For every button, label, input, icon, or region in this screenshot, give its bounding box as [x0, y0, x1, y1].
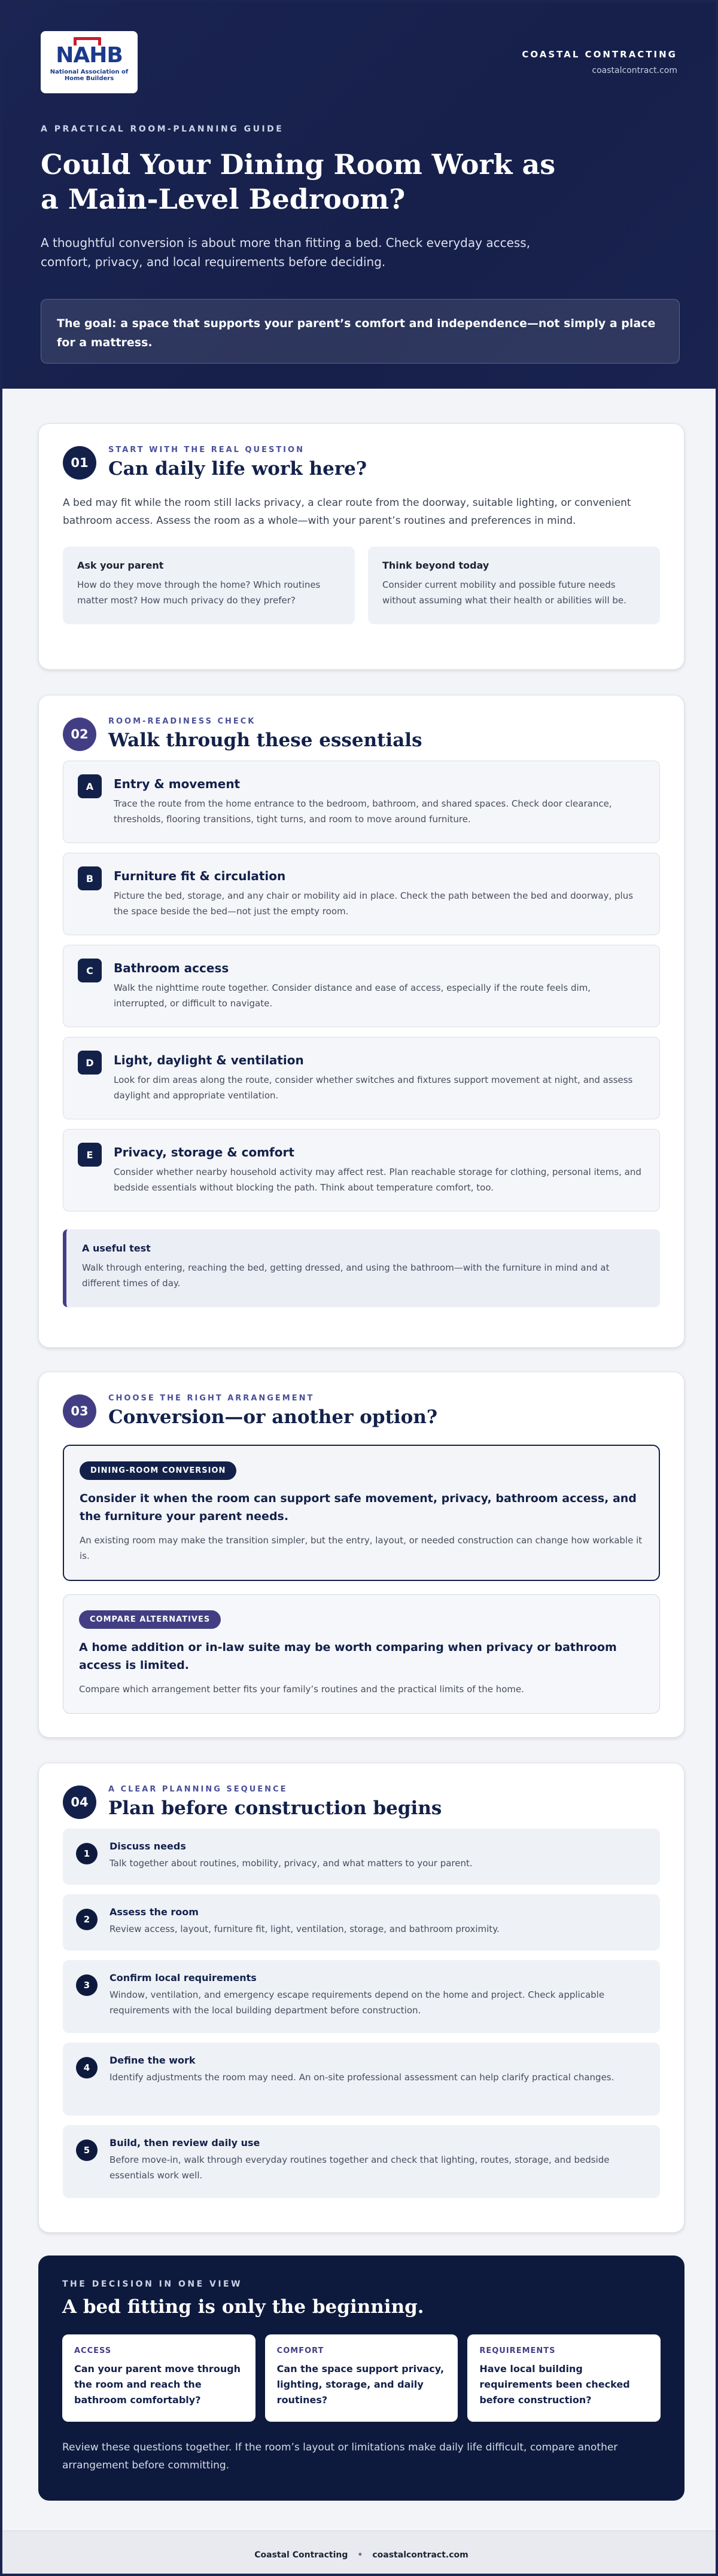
step-text: Identify adjustments the room may need. An on-site professional assessment can help clarify practical changes. [109, 2072, 614, 2083]
section-title: Plan before construction begins [108, 1797, 442, 1819]
item-letter: E [78, 1143, 102, 1167]
item-letter: A [78, 774, 102, 798]
option-pill: COMPARE ALTERNATIVES [79, 1610, 221, 1629]
essential-item [63, 945, 660, 1027]
step-text: Review access, layout, furniture fit, light, ventilation, storage, and bathroom proximity. [109, 1924, 500, 1934]
footer-company: Coastal Contracting [254, 2550, 348, 2560]
decision-card-access [62, 2334, 255, 2422]
card-question: Can your parent move through the room and reach the bathroom comfortably? [74, 2363, 241, 2406]
decision-eyebrow: THE DECISION IN ONE VIEW [62, 2279, 243, 2289]
steps-list [63, 1829, 660, 2198]
section-daily-life [38, 423, 684, 670]
step-title: Assess the room [109, 1906, 199, 1918]
page-title: Could Your Dining Room Work as a Main-Level Bedroom? [41, 148, 556, 215]
step-text: Before move-in, walk through everyday routines together and check that lighting, routes, storage, and bedside essentials work well. [109, 2154, 610, 2181]
decision-card-comfort [265, 2334, 458, 2422]
section-number: 04 [63, 1786, 96, 1819]
option-alternatives [63, 1594, 660, 1714]
prompt-boxes [63, 547, 660, 624]
step-number: 2 [76, 1909, 98, 1930]
hero-eyebrow: A PRACTICAL ROOM-PLANNING GUIDE [41, 124, 284, 134]
step-title: Define the work [109, 2055, 196, 2066]
step-text: Window, ventilation, and emergency escape requirements depend on the home and project. Check applicable requirements with the local building department before construction. [109, 1989, 605, 2016]
item-title: Privacy, storage & comfort [114, 1145, 294, 1159]
essential-item [63, 1037, 660, 1119]
box-title: Think beyond today [382, 560, 489, 571]
decision-title: A bed fitting is only the beginning. [62, 2296, 424, 2318]
section-eyebrow: START WITH THE REAL QUESTION [108, 445, 305, 454]
section-eyebrow: ROOM-READINESS CHECK [108, 717, 256, 726]
item-text: Picture the bed, storage, and any chair or mobility aid in place. Check the path between the bed and doorway, plus the space beside the bed—not just the empty room. [114, 890, 634, 917]
decision-footnote: Review these questions together. If the room’s layout or limitations make daily life difficult, compare another arrangement before committing. [62, 2441, 618, 2471]
item-letter: C [78, 959, 102, 982]
step-item [63, 2125, 660, 2198]
goal-callout: The goal: a space that supports your parent’s comfort and independence—not simply a place for a mattress. [41, 299, 680, 364]
logo-text: NAHB [56, 42, 123, 68]
section-head [63, 1394, 660, 1428]
logo-subtitle: National Association of Home Builders [50, 68, 129, 82]
step-text: Talk together about routines, mobility, privacy, and what matters to your parent. [109, 1858, 473, 1869]
item-text: Consider whether nearby household activity may affect rest. Plan reachable storage for clothing, personal items, and bedside essentials without blocking the path. Think about temperature comfort, too. [114, 1167, 641, 1193]
item-title: Entry & movement [114, 777, 241, 791]
callout-text: Walk through entering, reaching the bed, getting dressed, and using the bathroom—with the furniture in mind and at different times of day. [82, 1262, 610, 1289]
section-eyebrow: CHOOSE THE RIGHT ARRANGEMENT [108, 1394, 315, 1403]
card-label: ACCESS [74, 2346, 112, 2355]
item-letter: B [78, 866, 102, 890]
option-pill: DINING-ROOM CONVERSION [80, 1461, 236, 1480]
step-title: Build, then review daily use [109, 2137, 260, 2148]
section-number: 02 [63, 718, 96, 751]
essential-item [63, 761, 660, 843]
decision-cards [62, 2334, 661, 2422]
hero-lede: A thoughtful conversion is about more than fitting a bed. Check everyday access, comfort, privacy, and local requirements before deciding. [41, 236, 531, 269]
section-eyebrow: A CLEAR PLANNING SEQUENCE [108, 1785, 288, 1794]
hero [2, 2, 716, 389]
item-text: Walk the nighttime route together. Consider distance and ease of access, especially if the route feels dim, interrupted, or difficult to navigate. [114, 982, 591, 1009]
item-title: Bathroom access [114, 961, 229, 975]
ask-parent-box [63, 547, 355, 624]
footer-separator: • [357, 2550, 363, 2560]
step-title: Confirm local requirements [109, 1972, 257, 1983]
box-text: How do they move through the home? Which routines matter most? How much privacy do they prefer? [77, 579, 321, 606]
essential-item [63, 1129, 660, 1211]
step-number: 3 [76, 1974, 98, 1996]
step-item [63, 2043, 660, 2116]
item-text: Trace the route from the home entrance to the bedroom, bathroom, and shared spaces. Check door clearance, thresholds, flooring transitions, tight turns, and room to move around furniture. [114, 798, 612, 825]
option-heading: A home addition or in-law suite may be worth comparing when privacy or bathroom access is limited. [79, 1641, 617, 1672]
roof-icon [74, 37, 101, 45]
footer [2, 2531, 718, 2576]
section-essentials [38, 695, 684, 1348]
section-title: Can daily life work here? [108, 458, 367, 480]
card-question: Can the space support privacy, lighting, storage, and daily routines? [276, 2363, 445, 2406]
option-heading: Consider it when the room can support safe movement, privacy, bathroom access, and the furniture your parent needs. [80, 1492, 637, 1523]
item-title: Light, daylight & ventilation [114, 1053, 304, 1067]
essential-item [63, 853, 660, 935]
item-text: Look for dim areas along the route, consider whether switches and fixtures support movement at night, and assess daylight and appropriate ventilation. [114, 1075, 633, 1101]
section-planning [38, 1763, 684, 2233]
step-title: Discuss needs [109, 1841, 186, 1852]
section-head [63, 445, 660, 480]
step-number: 1 [76, 1843, 98, 1864]
callout-title: A useful test [82, 1243, 151, 1254]
option-text: Compare which arrangement better fits your family’s routines and the practical limits of the home. [79, 1684, 525, 1695]
useful-test-callout [63, 1229, 660, 1307]
section-arrangement [38, 1372, 684, 1738]
step-item [63, 1894, 660, 1951]
section-body: A bed may fit while the room still lacks privacy, a clear route from the doorway, suitable lighting, or convenient bathroom access. Assess the room as a whole—with your parent’s routines and preferences in mind. [63, 497, 631, 527]
decision-panel [38, 2255, 684, 2501]
decision-card-requirements [467, 2334, 661, 2422]
section-title: Conversion—or another option? [108, 1406, 438, 1428]
think-beyond-box [368, 547, 660, 624]
section-number: 01 [63, 446, 96, 480]
box-title: Ask your parent [77, 560, 164, 571]
logo-mark [56, 43, 123, 68]
section-head [63, 1785, 660, 1819]
essentials-list [63, 761, 660, 1211]
step-number: 5 [76, 2139, 98, 2161]
footer-url[interactable]: coastalcontract.com [372, 2550, 468, 2560]
card-question: Have local building requirements been checked before construction? [479, 2363, 630, 2406]
step-number: 4 [76, 2057, 98, 2078]
item-title: Furniture fit & circulation [114, 869, 286, 883]
section-title: Walk through these essentials [108, 730, 422, 751]
brand-name: COASTAL CONTRACTING [522, 49, 677, 60]
section-number: 03 [63, 1394, 96, 1428]
section-head [63, 717, 660, 751]
hero-top [41, 31, 677, 93]
option-text: An existing room may make the transition simpler, but the entry, layout, or needed construction can change how workable it is. [80, 1535, 643, 1561]
box-text: Consider current mobility and possible future needs without assuming what their health or abilities will be. [382, 579, 626, 606]
item-letter: D [78, 1051, 102, 1075]
step-item [63, 1960, 660, 2033]
brand-block [522, 31, 677, 75]
step-item [63, 1829, 660, 1885]
option-conversion [63, 1445, 660, 1581]
card-label: COMFORT [276, 2346, 324, 2355]
brand-url[interactable]: coastalcontract.com [592, 66, 677, 75]
card-label: REQUIREMENTS [479, 2346, 556, 2355]
nahb-logo [41, 31, 138, 93]
